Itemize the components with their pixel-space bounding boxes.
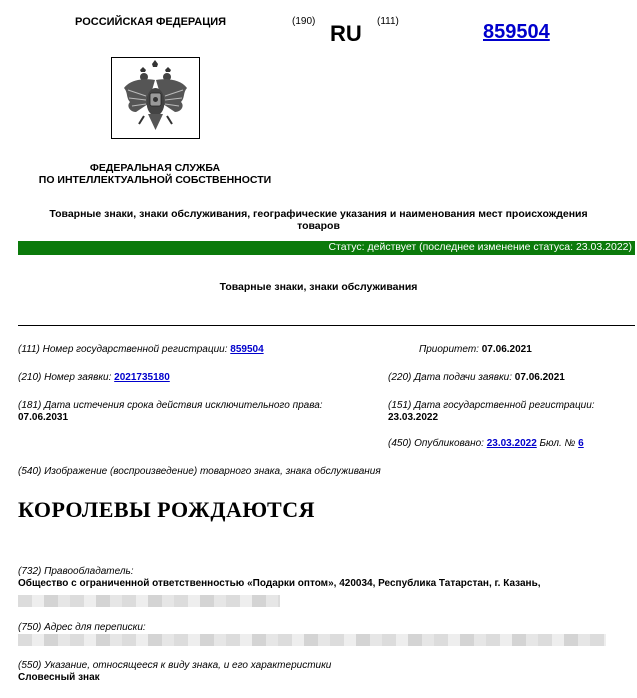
agency-line-1: ФЕДЕРАЛЬНАЯ СЛУЖБА bbox=[89, 162, 221, 174]
inid-code-190: (190) bbox=[292, 16, 316, 27]
redacted-holder-address bbox=[18, 595, 280, 607]
emblem-frame bbox=[111, 57, 200, 139]
field-registration-date bbox=[388, 400, 595, 424]
field-expiry bbox=[18, 400, 323, 424]
mark-kind-value: Словесный знак bbox=[18, 672, 100, 683]
redacted-correspondence-address bbox=[18, 634, 606, 646]
registration-date-value: 23.03.2022 bbox=[388, 412, 439, 423]
agency-name bbox=[0, 162, 310, 186]
filing-date-label: (220) Дата подачи заявки: bbox=[388, 372, 513, 383]
registration-number-label: (111) Номер государственной регистрации: bbox=[18, 344, 228, 355]
agency-line-2: ПО ИНТЕЛЛЕКТУАЛЬНОЙ СОБСТВЕННОСТИ bbox=[38, 174, 272, 186]
holder-value: Общество с ограниченной ответственностью «Подарки оптом», 420034, Республика Татарстан, г. Казань, bbox=[18, 578, 541, 589]
bulletin-number-link[interactable]: 6 bbox=[578, 438, 584, 449]
subtitle-line-2: товаров bbox=[297, 220, 340, 232]
registration-number-value-link[interactable]: 859504 bbox=[230, 344, 264, 355]
section-title: Товарные знаки, знаки обслуживания bbox=[219, 281, 418, 293]
inid-code-111: (111) bbox=[377, 16, 399, 27]
bulletin-label: Бюл. № bbox=[539, 438, 576, 449]
image-label: (540) Изображение (воспроизведение) товарного знака, знака обслуживания bbox=[18, 466, 381, 477]
mark-kind-label: (550) Указание, относящееся к виду знака, и его характеристики bbox=[18, 660, 332, 671]
document-subtitle bbox=[0, 208, 637, 232]
trademark-image-text: КОРОЛЕВЫ РОЖДАЮТСЯ bbox=[18, 497, 316, 522]
expiry-label: (181) Дата истечения срока действия исключительного права: bbox=[18, 400, 323, 411]
registration-date-label: (151) Дата государственной регистрации: bbox=[388, 400, 595, 411]
field-holder bbox=[18, 566, 541, 590]
field-priority bbox=[419, 344, 532, 356]
priority-value: 07.06.2021 bbox=[481, 344, 532, 355]
double-headed-eagle-emblem-icon bbox=[112, 58, 199, 138]
priority-label: Приоритет: bbox=[419, 344, 479, 355]
country-name: РОССИЙСКАЯ ФЕДЕРАЦИЯ bbox=[75, 16, 227, 28]
registration-number-link[interactable]: 859504 bbox=[483, 21, 550, 43]
published-label: (450) Опубликовано: bbox=[388, 438, 484, 449]
correspondence-label: (750) Адрес для переписки: bbox=[18, 622, 146, 633]
holder-label: (732) Правообладатель: bbox=[18, 566, 134, 577]
country-code: RU bbox=[330, 21, 362, 46]
filing-date-value: 07.06.2021 bbox=[514, 372, 565, 383]
field-correspondence bbox=[18, 622, 146, 634]
application-number-link[interactable]: 2021735180 bbox=[114, 372, 170, 383]
expiry-value: 07.06.2031 bbox=[18, 412, 69, 423]
application-number-label: (210) Номер заявки: bbox=[18, 372, 112, 383]
field-registration-number bbox=[18, 344, 264, 356]
field-image bbox=[18, 466, 381, 478]
field-filing-date bbox=[388, 372, 565, 384]
field-published bbox=[388, 438, 584, 450]
status-bar: Статус: действует (последнее изменение статуса: 23.03.2022) bbox=[18, 241, 635, 255]
subtitle-line-1: Товарные знаки, знаки обслуживания, географические указания и наименования мест происхождения bbox=[49, 208, 588, 220]
divider bbox=[18, 325, 635, 326]
published-date-link[interactable]: 23.03.2022 bbox=[486, 438, 537, 449]
field-application-number bbox=[18, 372, 170, 384]
field-mark-kind bbox=[18, 660, 331, 684]
